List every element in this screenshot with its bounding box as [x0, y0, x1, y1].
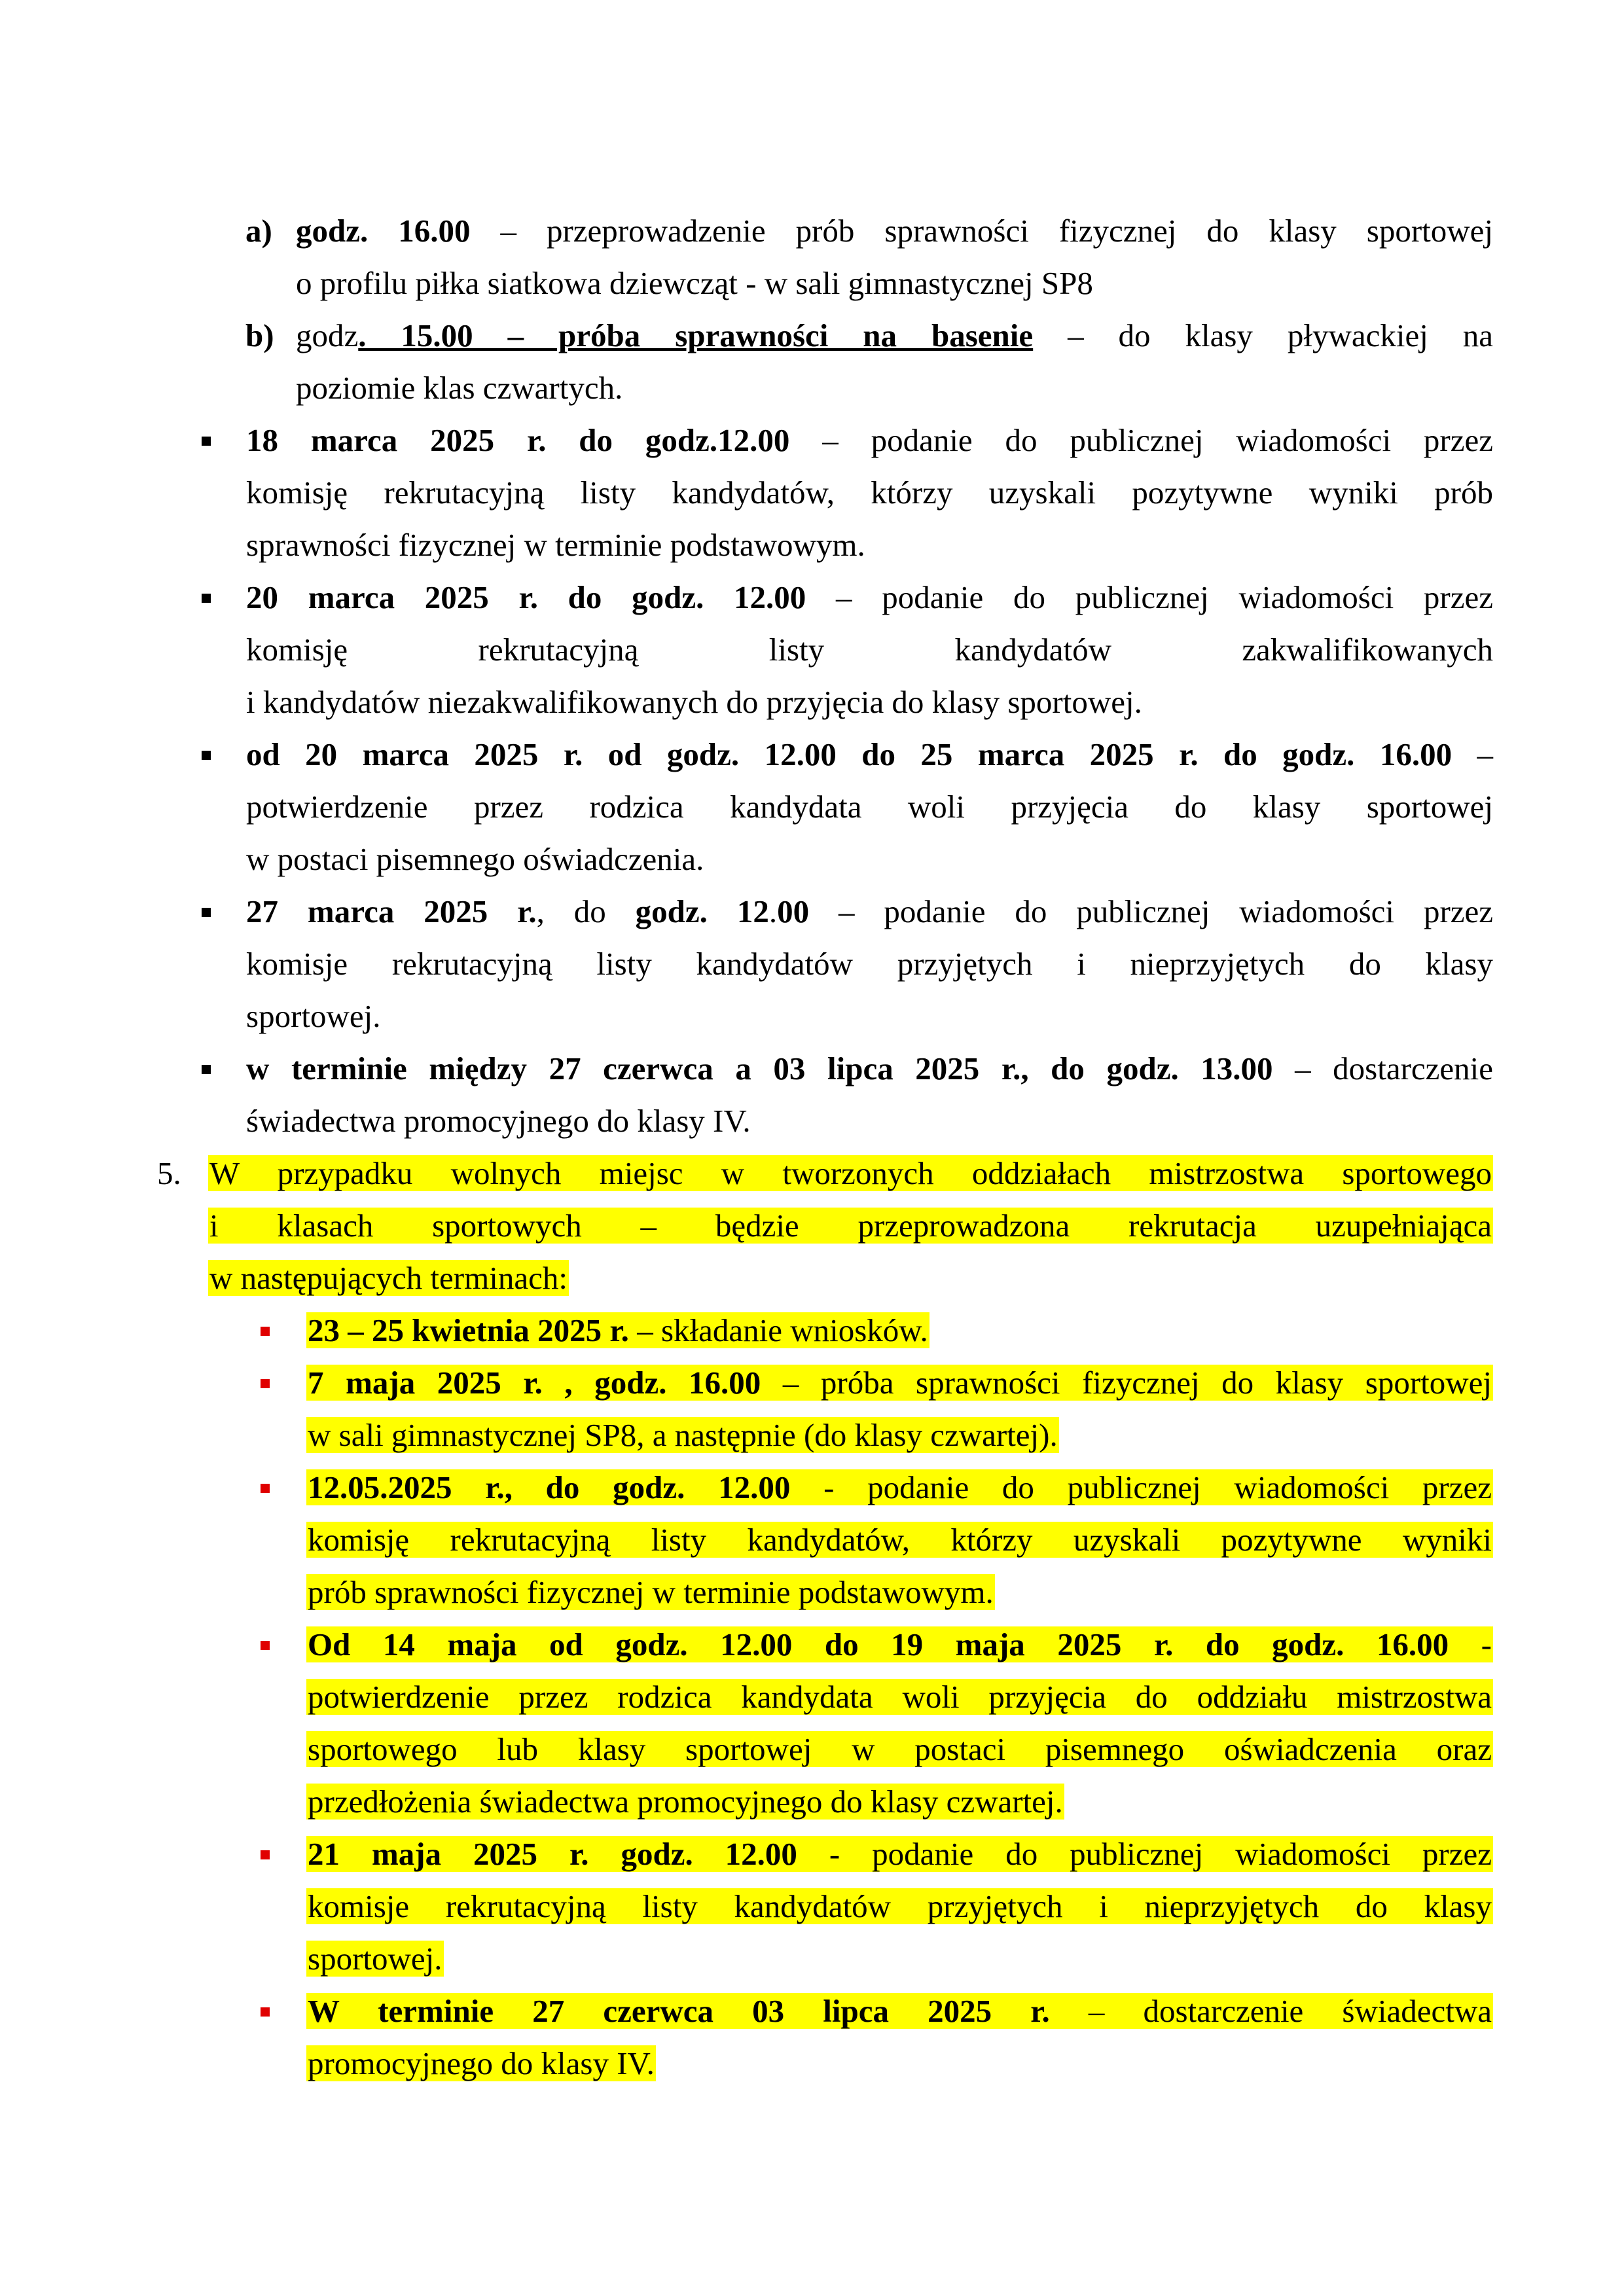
text-line: [246, 1043, 1493, 1095]
paragraph: [246, 1043, 1493, 1147]
bullet-square-icon: [202, 751, 211, 760]
text-line: [306, 1304, 1493, 1357]
text-run: potwierdzenie przez rodzica kandydata woli przyjęcia do oddziału mistrzostwa: [308, 1679, 1492, 1715]
text-run: i klasach sportowych – będzie przeprowadzona rekrutacja uzupełniająca: [209, 1208, 1492, 1244]
text-run: poziomie klas czwartych.: [296, 370, 623, 406]
text-run: - podanie do publicznej wiadomości przez: [790, 1469, 1492, 1505]
text-line: [246, 781, 1493, 833]
paragraph: [306, 1357, 1493, 1462]
text-line: [306, 1409, 1493, 1462]
bullet-square-icon: [202, 594, 211, 603]
text-run: komisję rekrutacyjną listy kandydatów, którzy uzyskali pozytywne wyniki prób: [246, 475, 1493, 511]
text-line: [246, 414, 1493, 467]
text-line: [306, 2037, 1493, 2090]
bold-text: 12.05.2025 r., do godz. 12.00: [308, 1469, 791, 1505]
bold-text: od 20 marca 2025 r. od godz. 12.00 do 25 marca 2025 r. do godz. 16.00: [246, 736, 1453, 772]
paragraph: [246, 571, 1493, 728]
text-line: [296, 205, 1493, 257]
text-run: .: [768, 893, 778, 929]
paragraph: [306, 1985, 1493, 2090]
highlight: [306, 1312, 929, 1348]
paragraph: [296, 205, 1493, 310]
text-line: [306, 1671, 1493, 1723]
text-run: – próba sprawności fizycznej do klasy sportowej: [761, 1365, 1492, 1401]
paragraph: [296, 310, 1493, 414]
bold-text: 21 maja 2025 r. godz. 12.00: [308, 1836, 797, 1872]
paragraph: [208, 1147, 1493, 1304]
text-run: – do klasy pływackiej na: [1033, 317, 1494, 353]
highlight: [306, 1365, 1493, 1401]
text-line: [208, 1147, 1493, 1200]
bold-text: w terminie między 27 czerwca a 03 lipca 2025 r., do godz. 13.00: [246, 1050, 1273, 1086]
text-line: [306, 1566, 1493, 1619]
bold-text: 23 – 25 kwietnia 2025 r.: [308, 1312, 629, 1348]
text-line: [246, 833, 1493, 886]
highlight: [306, 1469, 1493, 1505]
text-line: [306, 1933, 1493, 1985]
highlight: [208, 1208, 1493, 1244]
bold-text: 27 marca 2025 r.: [246, 893, 537, 929]
text-run: – dostarczenie: [1272, 1050, 1493, 1086]
bullet-square-icon: [202, 437, 211, 446]
list-marker: a): [245, 213, 272, 249]
text-line: [246, 1095, 1493, 1147]
paragraph: [306, 1828, 1493, 1985]
bold-text: Od 14 maja od godz. 12.00 do 19 maja 2025 r. do godz. 16.00: [308, 1626, 1449, 1662]
text-line: [246, 624, 1493, 676]
highlight: [306, 2045, 656, 2081]
highlight: [208, 1260, 569, 1296]
paragraph: [306, 1462, 1493, 1619]
text-run: promocyjnego do klasy IV.: [308, 2045, 655, 2081]
text-line: [306, 1880, 1493, 1933]
text-run: -: [1449, 1626, 1492, 1662]
highlight: [208, 1155, 1493, 1191]
bold-text: godz. 12: [635, 893, 769, 929]
text-line: [296, 257, 1493, 310]
bold-text: . 15.00 – próba sprawności na basenie: [358, 317, 1034, 353]
paragraph: [246, 728, 1493, 886]
paragraph: [306, 1304, 1493, 1357]
text-run: sprawności fizycznej w terminie podstawowym.: [246, 527, 865, 563]
text-run: W przypadku wolnych miejsc w tworzonych oddziałach mistrzostwa sportowego: [209, 1155, 1492, 1191]
text-run: – przeprowadzenie prób sprawności fizycznej do klasy sportowej: [470, 213, 1494, 249]
paragraph: [306, 1619, 1493, 1828]
text-line: [306, 1514, 1493, 1566]
bullet-square-icon: [261, 1327, 270, 1336]
bold-text: 18 marca 2025 r. do godz.12.00: [246, 422, 790, 458]
text-run: – podanie do publicznej wiadomości przez: [809, 893, 1494, 929]
text-line: [246, 990, 1493, 1043]
bold-text: W terminie 27 czerwca 03 lipca 2025 r.: [308, 1993, 1050, 2029]
text-run: – podanie do publicznej wiadomości przez: [789, 422, 1493, 458]
highlight: [306, 1784, 1064, 1820]
text-line: [306, 1723, 1493, 1776]
text-run: komisję rekrutacyjną listy kandydatów zakwalifikowanych: [246, 632, 1493, 668]
bullet-square-icon: [202, 908, 211, 917]
text-run: sportowego lub klasy sportowej w postaci pisemnego oświadczenia oraz: [308, 1731, 1492, 1767]
text-line: [306, 1985, 1493, 2037]
text-run: w sali gimnastycznej SP8, a następnie (do klasy czwartej).: [308, 1417, 1058, 1453]
text-run: komisje rekrutacyjną listy kandydatów przyjętych i nieprzyjętych do klasy: [246, 946, 1493, 982]
bullet-square-icon: [261, 1379, 270, 1388]
highlight: [306, 1626, 1493, 1662]
text-run: komisję rekrutacyjną listy kandydatów, którzy uzyskali pozytywne wyniki: [308, 1522, 1492, 1558]
text-line: [246, 938, 1493, 990]
text-line: [208, 1200, 1493, 1252]
bullet-square-icon: [261, 2007, 270, 2017]
text-run: sportowej.: [308, 1941, 442, 1977]
text-line: [246, 519, 1493, 571]
text-run: , do: [536, 893, 636, 929]
text-line: [246, 676, 1493, 728]
highlight: [306, 1888, 1493, 1924]
text-run: godz: [296, 317, 359, 353]
text-line: [208, 1252, 1493, 1304]
text-run: – dostarczenie świadectwa: [1049, 1993, 1492, 2029]
text-line: [306, 1462, 1493, 1514]
paragraph: [246, 886, 1493, 1043]
bullet-square-icon: [261, 1484, 270, 1493]
bullet-square-icon: [202, 1065, 211, 1074]
highlight: [306, 1993, 1493, 2029]
bold-text: 7 maja 2025 r. , godz. 16.00: [308, 1365, 761, 1401]
bold-text: 20 marca 2025 r. do godz. 12.00: [246, 579, 806, 615]
highlight: [306, 1731, 1493, 1767]
bullet-square-icon: [261, 1850, 270, 1859]
bold-text: godz. 16.00: [296, 213, 471, 249]
highlight: [306, 1574, 995, 1610]
bullet-square-icon: [261, 1641, 270, 1650]
text-line: [246, 728, 1493, 781]
text-line: [306, 1776, 1493, 1828]
text-line: [246, 467, 1493, 519]
text-run: komisje rekrutacyjną listy kandydatów przyjętych i nieprzyjętych do klasy: [308, 1888, 1492, 1924]
section-number: 5.: [157, 1155, 181, 1191]
text-run: - podanie do publicznej wiadomości przez: [797, 1836, 1492, 1872]
bold-text: 00: [777, 893, 810, 929]
text-run: prób sprawności fizycznej w terminie podstawowym.: [308, 1574, 994, 1610]
text-line: [306, 1357, 1493, 1409]
highlight: [306, 1836, 1493, 1872]
text-line: [296, 362, 1493, 414]
text-run: – podanie do publicznej wiadomości przez: [806, 579, 1493, 615]
text-run: potwierdzenie przez rodzica kandydata woli przyjęcia do klasy sportowej: [246, 789, 1493, 825]
highlight: [306, 1679, 1493, 1715]
text-run: w następujących terminach:: [209, 1260, 568, 1296]
text-line: [306, 1828, 1493, 1880]
text-line: [246, 571, 1493, 624]
highlight: [306, 1417, 1059, 1453]
text-run: sportowej.: [246, 998, 381, 1034]
text-run: i kandydatów niezakwalifikowanych do przyjęcia do klasy sportowej.: [246, 684, 1142, 720]
text-line: [296, 310, 1493, 362]
highlight: [306, 1522, 1493, 1558]
text-run: świadectwa promocyjnego do klasy IV.: [246, 1103, 751, 1139]
text-run: –: [1452, 736, 1493, 772]
paragraph: [246, 414, 1493, 571]
text-line: [306, 1619, 1493, 1671]
text-run: w postaci pisemnego oświadczenia.: [246, 841, 704, 877]
text-run: przedłożenia świadectwa promocyjnego do klasy czwartej.: [308, 1784, 1063, 1820]
text-run: o profilu piłka siatkowa dziewcząt - w sali gimnastycznej SP8: [296, 265, 1093, 301]
list-marker: b): [245, 317, 274, 353]
highlight: [306, 1941, 444, 1977]
text-line: [246, 886, 1493, 938]
text-run: – składanie wniosków.: [628, 1312, 928, 1348]
